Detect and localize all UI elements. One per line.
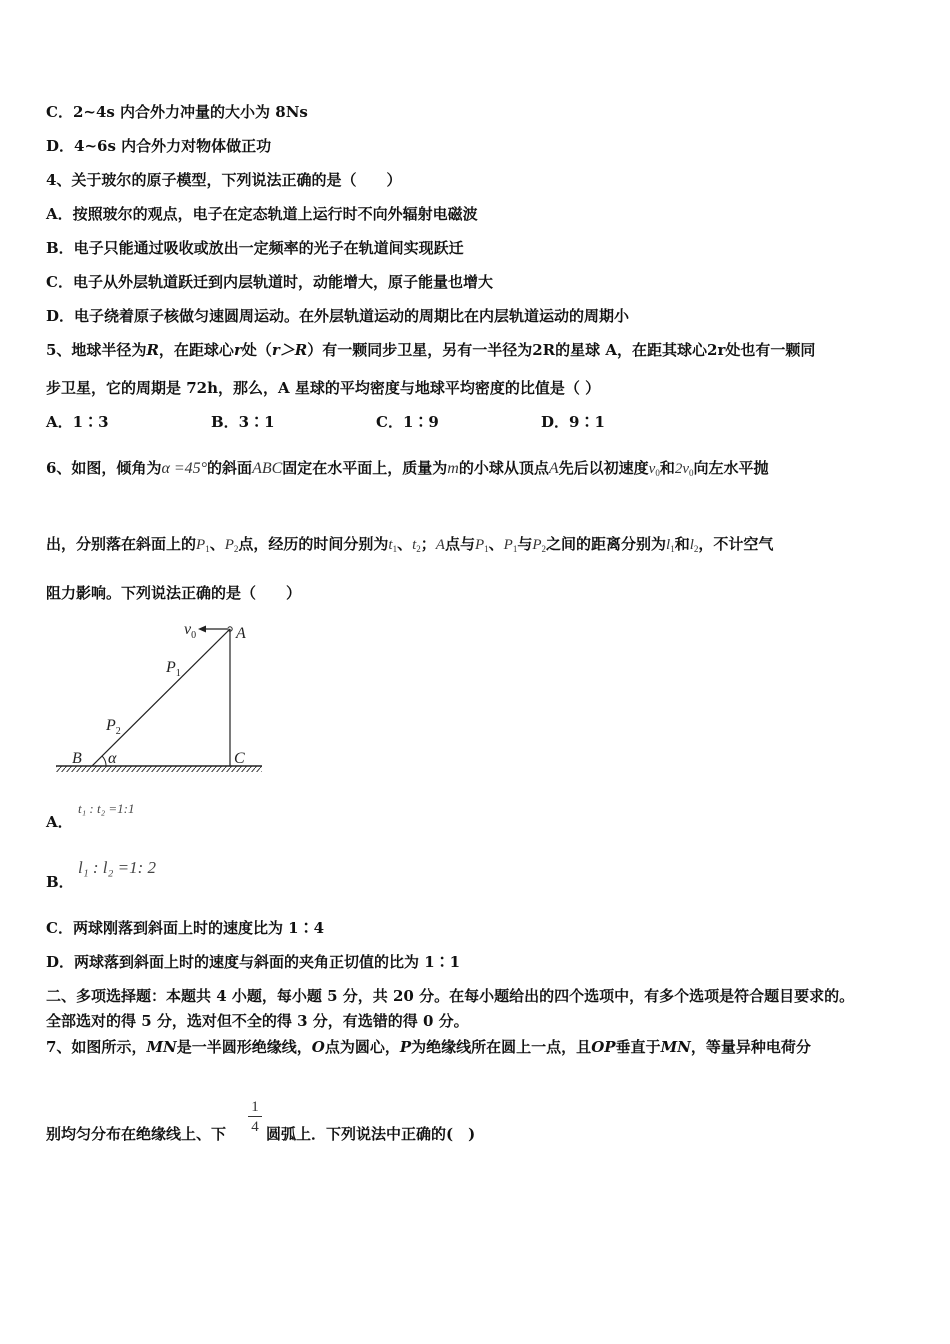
var-P2b: $P_2$ — [532, 537, 546, 554]
var-v0: $v_0$ — [648, 461, 660, 478]
fraction-numerator: 1 — [251, 1099, 259, 1115]
var-r: r — [233, 341, 242, 359]
q6-option-a-label: A． — [46, 813, 73, 831]
q4-option-d: D．电子绕着原子核做匀速圆周运动。在外层轨道运动的周期比在内层轨道运动的周期小 — [46, 307, 630, 325]
label-A: A — [236, 625, 246, 642]
q7-stem-line2-end: 圆弧上．下列说法中正确的( ) — [266, 1125, 476, 1143]
var-A2: A — [435, 537, 445, 553]
fraction-denominator: 4 — [248, 1116, 262, 1137]
var-MN: MN — [146, 1038, 177, 1056]
q4-option-a: A．按照玻尔的观点，电子在定态轨道上运行时不向外辐射电磁波 — [46, 205, 478, 223]
incline-line — [92, 629, 230, 766]
q4-stem: 4、关于玻尔的原子模型，下列说法正确的是（ ） — [46, 171, 402, 189]
label-alpha: α — [108, 750, 117, 767]
angle-arc — [102, 756, 106, 766]
var-R: R — [146, 341, 159, 359]
var-OP: OP — [591, 1038, 616, 1056]
q6-option-b-formula: l₁ : l₂ =1: 2 — [78, 858, 157, 877]
var-t2: $t_2$ — [412, 537, 421, 554]
var-MN2: MN — [660, 1038, 691, 1056]
q6-option-a-formula: t₁ : t₂ =1:1 — [78, 801, 135, 816]
var-P2: $P_2$ — [224, 537, 239, 554]
q4-option-b: B．电子只能通过吸收或放出一定频率的光子在轨道间实现跃迁 — [46, 239, 464, 257]
label-P2: $P_2$ — [106, 717, 121, 737]
var-A: A — [548, 460, 559, 477]
q6-stem-line2: 出，分别落在斜面上的$P_1$、$P_2$点，经历的时间分别为$t_1$、$t_2$；A点与$P_1$、$P_1$与$P_2$之间的距离分别为$l_1$和$l_2$，不计空气 — [46, 535, 774, 554]
q5-option-a: A．1∶3 — [46, 413, 109, 431]
var-P1: $P_1$ — [196, 537, 210, 554]
section2-line1: 二、多项选择题：本题共 4 小题，每小题 5 分，共 20 分。在每小题给出的四个选项中，有多个选项是符合题目要求的。 — [46, 987, 855, 1005]
fraction-one-quarter — [248, 1098, 262, 1137]
var-t1: $t_1$ — [388, 537, 398, 554]
label-P1: $P_1$ — [166, 659, 181, 679]
section2-line2: 全部选对的得 5 分，选对但不全的得 3 分，有选错的得 0 分。 — [46, 1012, 469, 1030]
q6-stem-line3: 阻力影响。下列说法正确的是（ ） — [46, 584, 302, 602]
q5-option-b: B．3∶1 — [211, 413, 275, 431]
q3-option-d: D．4~6s 内合外力对物体做正功 — [46, 137, 272, 155]
q3-option-c: C．2~4s 内合外力冲量的大小为 8Ns — [46, 103, 308, 121]
arrow-head-icon — [198, 626, 206, 633]
angle-formula: α =45° — [161, 460, 208, 477]
q4-option-c: C．电子从外层轨道跃迁到内层轨道时，动能增大，原子能量也增大 — [46, 273, 493, 291]
q7-stem-line2: 别均匀分布在绝缘线上、下 — [46, 1125, 227, 1143]
var-2r: 2r — [707, 341, 726, 359]
q7-stem-line1: 7、如图所示，MN是一半圆形绝缘线，O点为圆心，P为绝缘线所在圆上一点，且OP垂直于MN，等量异种电荷分 — [46, 1038, 811, 1056]
q6-option-b-label: B． — [46, 873, 74, 891]
q5-stem-line1: 5、地球半径为R，在距球心r处（r＞R）有一颗同步卫星，另有一半径为2R的星球 A，在距其球心2r处也有一颗同 — [46, 341, 816, 359]
var-2R: 2R — [532, 341, 556, 359]
var-l1: $l_1$ — [666, 537, 675, 554]
q5-stem-line2: 步卫星，它的周期是 72h，那么，A 星球的平均密度与地球平均密度的比值是（ ） — [46, 379, 601, 397]
var-P1c: $P_1$ — [503, 537, 518, 554]
label-B: B — [72, 750, 82, 767]
var-ABC: ABC — [252, 460, 283, 477]
var-O: O — [311, 1038, 325, 1056]
ground-hatching — [56, 766, 262, 772]
var-l2: $l_2$ — [689, 537, 699, 554]
label-C: C — [234, 750, 245, 767]
var-m: m — [447, 460, 459, 477]
q6-option-c: C．两球刚落到斜面上时的速度比为 1∶4 — [46, 919, 325, 937]
q6-option-d: D．两球落到斜面上时的速度与斜面的夹角正切值的比为 1∶1 — [46, 953, 461, 971]
incline-figure — [50, 612, 270, 777]
var-2v0: $2v_0$ — [674, 461, 694, 478]
condition: r＞R — [271, 341, 308, 359]
var-P1b: $P_1$ — [474, 537, 489, 554]
q5-option-c: C．1∶9 — [376, 413, 439, 431]
label-v0: $v_0$ — [184, 621, 197, 641]
q6-stem-line1: 6、如图，倾角为α =45°的斜面ABC固定在水平面上，质量为m的小球从顶点A先后以初速度$v_0$和$2v_0$向左水平抛 — [46, 459, 769, 478]
var-P: P — [399, 1038, 412, 1056]
q5-option-d: D．9∶1 — [541, 413, 605, 431]
